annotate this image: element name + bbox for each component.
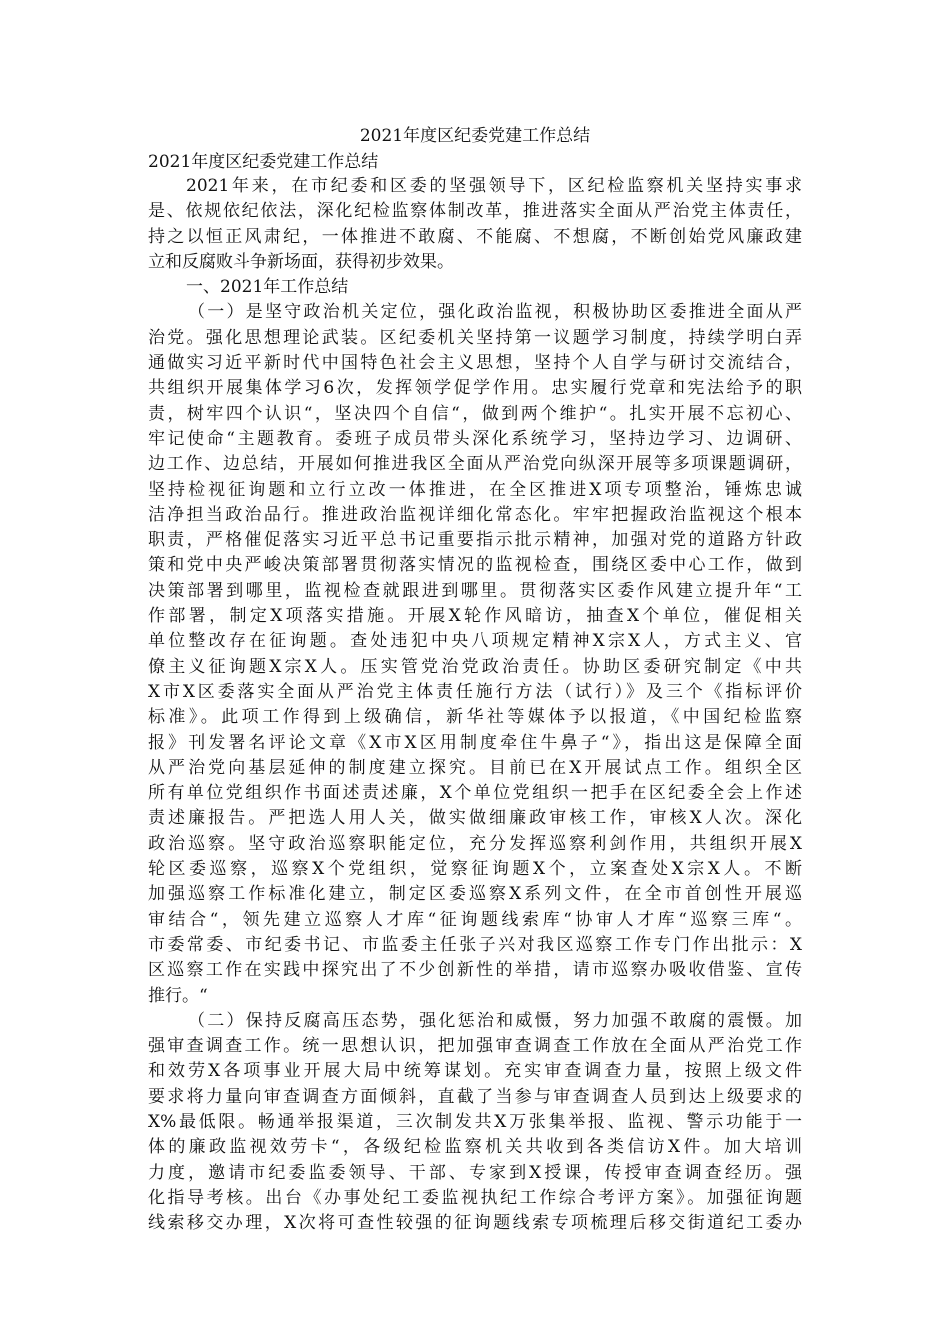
body-text-line: （一）是坚守政治机关定位，强化政治监视，积极协助区委推进全面从严 xyxy=(188,302,802,323)
body-text-line: 和效劳X各项事业开展大局中统筹谋划。充实审查调查力量，按照上级文件 xyxy=(148,1061,802,1082)
body-text-line: 标准》。此项工作得到上级确信，新华社等媒体予以报道，《中国纪检监察 xyxy=(148,707,802,728)
body-text-line: 审结合“，领先建立巡察人才库“征询题线索库“协审人才库“巡察三库“。 xyxy=(148,909,802,930)
body-text-line: 是、依规依纪依法，深化纪检监察体制改革，推进落实全面从严治党主体责任， xyxy=(148,201,802,222)
body-text-line: X市X区委落实全面从严治党主体责任施行方法（试行）》及三个《指标评价 xyxy=(148,681,802,702)
body-text-line: 边工作、边总结，开展如何推进我区全面从严治党向纵深开展等多项课题调研， xyxy=(148,454,802,475)
body-text-line: 治党。强化思想理论武装。区纪委机关坚持第一议题学习制度，持续学明白弄 xyxy=(148,327,802,348)
body-text-line: 线索移交办理，X次将可查性较强的征询题线索专项梳理后移交街道纪工委办 xyxy=(148,1213,802,1234)
document-subtitle: 2021年度区纪委党建工作总结 xyxy=(148,152,379,172)
body-text-line: 力度，邀请市纪委监委领导、干部、专家到X授课，传授审查调查经历。强 xyxy=(148,1162,802,1183)
body-text-line: 共组织开展集体学习6次，发挥领学促学作用。忠实履行党章和宪法给予的职 xyxy=(148,378,802,399)
body-text-line: 化指导考核。出台《办事处纪工委监视执纪工作综合考评方案》。加强征询题 xyxy=(148,1187,802,1208)
document-title: 2021年度区纪委党建工作总结 xyxy=(359,126,591,146)
body-text-line: X%最低限。畅通举报渠道，三次制发共X万张集举报、监视、警示功能于一 xyxy=(148,1111,802,1132)
body-text-line: 推行。“ xyxy=(148,985,208,1006)
body-text-line: 一、2021年工作总结 xyxy=(186,277,349,298)
body-text-line: 政治巡察。坚守政治巡察职能定位，充分发挥巡察利剑作用，共组织开展X xyxy=(148,833,802,854)
body-text-line: 责述廉报告。严把选人用人关，做实做细廉政审核工作，审核X人次。深化 xyxy=(148,808,802,829)
body-text-line: 通做实习近平新时代中国特色社会主义思想，坚持个人自学与研讨交流结合， xyxy=(148,353,802,374)
body-text-line: 市委常委、市纪委书记、市监委主任张子兴对我区巡察工作专门作出批示：X xyxy=(148,934,802,955)
document-body xyxy=(148,174,802,1236)
body-text-line: （二）保持反腐高压态势，强化惩治和威慑，努力加强不敢腐的震慑。加 xyxy=(188,1010,802,1031)
body-text-line: 2021年来，在市纪委和区委的坚强领导下，区纪检监察机关坚持实事求 xyxy=(186,176,802,196)
body-text-line: 持之以恒正风肃纪，一体推进不敢腐、不能腐、不想腐，不断创始党风廉政建 xyxy=(148,226,802,247)
body-text-line: 僚主义征询题X宗X人。压实管党治党政治责任。协助区委研究制定《中共 xyxy=(148,656,802,677)
body-text-line: 决策部署到哪里，监视检查就跟进到哪里。贯彻落实区委作风建立提升年“工 xyxy=(148,580,802,601)
body-text-line: 加强巡察工作标准化建立，制定区委巡察X系列文件，在全市首创性开展巡 xyxy=(148,884,802,905)
body-text-line: 轮区委巡察，巡察X个党组织，觉察征询题X个，立案查处X宗X人。不断 xyxy=(148,859,802,880)
body-text-line: 洁净担当政治品行。推进政治监视详细化常态化。牢牢把握政治监视这个根本 xyxy=(148,504,802,525)
body-text-line: 区巡察工作在实践中探究出了不少创新性的举措，请市巡察办吸收借鉴、宣传 xyxy=(148,960,802,981)
body-text-line: 所有单位党组织作书面述责述廉，X个单位党组织一把手在区纪委全会上作述 xyxy=(148,783,802,804)
body-text-line: 体的廉政监视效劳卡“，各级纪检监察机关共收到各类信访X件。加大培训 xyxy=(148,1137,802,1158)
body-text-line: 坚持检视征询题和立行立改一体推进，在全区推进X项专项整治，锤炼忠诚 xyxy=(148,479,802,500)
body-text-line: 要求将力量向审查调查方面倾斜，直截了当参与审查调查人员到达上级要求的 xyxy=(148,1086,802,1107)
body-text-line: 单位整改存在征询题。查处违犯中央八项规定精神X宗X人，方式主义、官 xyxy=(148,631,802,652)
body-text-line: 立和反腐败斗争新场面，获得初步效果。 xyxy=(148,251,454,272)
body-text-line: 责，树牢四个认识“，坚决四个自信“，做到两个维护“。扎实开展不忘初心、 xyxy=(148,403,802,424)
body-text-line: 强审查调查工作。统一思想认识，把加强审查调查工作放在全面从严治党工作 xyxy=(148,1036,802,1057)
body-text-line: 牢记使命“主题教育。委班子成员带头深化系统学习，坚持边学习、边调研、 xyxy=(148,428,802,449)
body-text-line: 策和党中央严峻决策部署贯彻落实情况的监视检查，围绕区委中心工作，做到 xyxy=(148,555,802,576)
body-text-line: 职责，严格催促落实习近平总书记重要指示批示精神，加强对党的道路方针政 xyxy=(148,530,802,551)
body-text-line: 报》刊发署名评论文章《X市X区用制度牵住牛鼻子“》，指出这是保障全面 xyxy=(148,732,802,753)
body-text-line: 从严治党向基层延伸的制度建立探究。目前已在X开展试点工作。组织全区 xyxy=(148,757,802,778)
body-text-line: 作部署，制定X项落实措施。开展X轮作风暗访，抽查X个单位，催促相关 xyxy=(148,606,802,627)
